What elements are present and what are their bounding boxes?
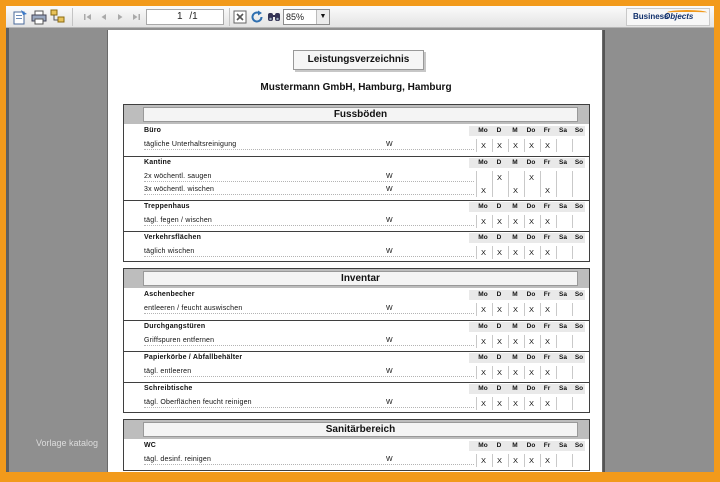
brand-name-part1: Business [633,12,669,21]
brand-name-part2: Objects [664,12,694,21]
weekday-mark: X [540,246,554,259]
report-page [107,30,603,472]
task-description: tägl. fegen / wischen [144,217,213,224]
task-frequency: W [386,456,393,463]
task-frequency: W [386,399,393,406]
weekday-mark: X [492,171,506,184]
weekday-label: So [574,323,584,330]
weekday-mark: X [476,366,490,379]
section-title: Sanitärbereich [143,422,578,437]
weekday-mark [556,246,570,259]
weekday-mark: X [508,303,522,316]
weekday-label: M [512,127,518,134]
task-group [124,382,589,413]
export-icon[interactable] [12,9,28,25]
prev-page-icon[interactable] [96,9,112,25]
weekday-mark: X [540,303,554,316]
dotted-leader [144,407,474,408]
weekday-label: So [574,203,584,210]
weekday-label: So [574,442,584,449]
task-row [124,215,589,228]
weekday-label: Sa [559,323,567,330]
weekday-mark: X [524,397,538,410]
weekday-mark: X [540,454,554,467]
weekday-mark: X [492,246,506,259]
task-description: tägl. entleeren [144,368,192,375]
weekday-mark [572,246,586,259]
weekday-label: Do [526,442,536,449]
weekday-mark: X [508,454,522,467]
task-description: tägl. Oberflächen feucht reinigen [144,399,252,406]
task-row [124,366,589,379]
task-description: entleeren / feucht auswischen [144,305,243,312]
task-description: 2x wöchentl. saugen [144,173,212,180]
dotted-leader [144,181,474,182]
weekday-label: Fr [543,159,551,166]
weekday-mark: X [476,303,490,316]
weekday-label: Do [526,203,536,210]
weekday-mark: X [492,397,506,410]
weekday-label: M [512,354,518,361]
weekday-mark: X [540,215,554,228]
task-group [124,351,589,382]
weekday-label: D [496,323,502,330]
weekday-label: D [496,159,502,166]
weekday-mark: X [476,139,490,152]
dotted-leader [144,345,474,346]
weekday-mark: X [524,139,538,152]
section [123,419,590,471]
group-name: Aschenbecher [144,291,195,298]
weekday-label: Do [526,159,536,166]
task-description: tägl. desinf. reinigen [144,456,212,463]
weekday-mark [556,454,570,467]
weekday-label: So [574,291,584,298]
weekday-label: D [496,442,502,449]
weekday-mark: X [492,366,506,379]
weekday-mark [492,184,506,197]
tree-icon[interactable] [50,9,66,25]
weekday-label: So [574,385,584,392]
weekday-mark: X [524,454,538,467]
weekday-mark [572,335,586,348]
weekday-mark [540,171,554,184]
task-row [124,335,589,348]
weekday-label: Mo [478,442,488,449]
weekday-label: Fr [543,442,551,449]
find-icon[interactable] [266,9,282,25]
weekday-mark [572,397,586,410]
weekday-mark: X [524,246,538,259]
document-title: Leistungsverzeichnis [293,50,424,70]
weekday-label: Sa [559,291,567,298]
weekday-mark: X [508,215,522,228]
task-frequency: W [386,186,393,193]
weekday-mark [572,139,586,152]
task-row [124,171,589,184]
weekday-mark: X [492,335,506,348]
weekday-mark: X [540,397,554,410]
weekday-label: M [512,385,518,392]
weekday-mark: X [476,215,490,228]
weekday-mark: X [476,184,490,197]
weekday-label: Fr [543,234,551,241]
weekday-label: Sa [559,234,567,241]
weekday-mark [556,215,570,228]
task-row [124,246,589,259]
weekday-label: Mo [478,159,488,166]
section [123,104,590,262]
weekday-label: Fr [543,385,551,392]
group-name: Büro [144,127,162,134]
weekday-mark [508,171,522,184]
task-frequency: W [386,217,393,224]
weekday-label: D [496,385,502,392]
close-icon[interactable] [232,9,248,25]
task-row [124,139,589,152]
weekday-mark [556,366,570,379]
task-frequency: W [386,368,393,375]
section [123,268,590,413]
task-row [124,303,589,316]
weekday-label: Sa [559,442,567,449]
weekday-mark [524,184,538,197]
group-name: WC [144,442,157,449]
total-pages: /1 [189,11,198,22]
weekday-label: Do [526,354,536,361]
weekday-label: Mo [478,127,488,134]
weekday-label: M [512,323,518,330]
weekday-label: D [496,203,502,210]
refresh-icon[interactable] [249,9,265,25]
current-page: 1 [177,11,183,22]
weekday-label: Fr [543,203,551,210]
task-row [124,397,589,410]
weekday-label: M [512,159,518,166]
weekday-mark: X [492,139,506,152]
dotted-leader [144,256,474,257]
first-page-icon[interactable] [80,9,96,25]
weekday-label: D [496,291,502,298]
dotted-leader [144,225,474,226]
weekday-label: Do [526,234,536,241]
weekday-label: Mo [478,234,488,241]
weekday-label: M [512,234,518,241]
weekday-mark [572,366,586,379]
task-description: tägliche Unterhaltsreinigung [144,141,237,148]
task-group [124,289,589,320]
task-row [124,184,589,197]
weekday-label: Fr [543,291,551,298]
weekday-mark: X [524,366,538,379]
weekday-mark: X [508,366,522,379]
task-row [124,454,589,467]
section-header [124,269,589,288]
brand-logo [626,8,710,26]
weekday-label: Do [526,127,536,134]
last-page-icon[interactable] [128,9,144,25]
dotted-leader [144,149,474,150]
weekday-label: Sa [559,159,567,166]
task-group [124,200,589,231]
task-group [124,156,589,200]
weekday-mark: X [540,366,554,379]
weekday-mark: X [508,184,522,197]
weekday-mark: X [508,139,522,152]
weekday-label: Sa [559,385,567,392]
weekday-mark: X [508,335,522,348]
weekday-mark: X [524,171,538,184]
weekday-label: Mo [478,203,488,210]
weekday-label: Fr [543,354,551,361]
weekday-mark: X [524,303,538,316]
weekday-label: D [496,354,502,361]
task-group [124,125,589,156]
task-frequency: W [386,173,393,180]
weekday-label: So [574,234,584,241]
task-frequency: W [386,305,393,312]
weekday-label: D [496,234,502,241]
weekday-mark [572,184,586,197]
group-name: Durchgangstüren [144,323,206,330]
weekday-mark: X [476,246,490,259]
weekday-mark: X [476,397,490,410]
weekday-label: D [496,127,502,134]
chevron-down-icon[interactable]: ▼ [316,10,329,24]
task-description: 3x wöchentl. wischen [144,186,215,193]
zoom-select[interactable] [283,9,330,25]
weekday-mark: X [508,246,522,259]
weekday-mark [556,171,570,184]
print-icon[interactable] [31,9,47,25]
page-number-field[interactable] [146,9,224,25]
group-name: Treppenhaus [144,203,190,210]
weekday-label: Mo [478,354,488,361]
section-title: Fussböden [143,107,578,122]
weekday-mark: X [492,215,506,228]
weekday-label: So [574,354,584,361]
section-header [124,105,589,124]
watermark-text: Vorlage katalog [36,438,99,448]
task-group [124,440,589,471]
weekday-mark [556,335,570,348]
weekday-mark: X [476,335,490,348]
weekday-mark [572,215,586,228]
weekday-label: M [512,442,518,449]
task-frequency: W [386,248,393,255]
task-description: täglich wischen [144,248,195,255]
weekday-label: M [512,291,518,298]
weekday-mark [572,454,586,467]
weekday-mark: X [524,335,538,348]
weekday-label: Sa [559,354,567,361]
weekday-label: Mo [478,291,488,298]
dotted-leader [144,464,474,465]
dotted-leader [144,376,474,377]
weekday-mark: X [540,335,554,348]
weekday-label: Mo [478,385,488,392]
section-title: Inventar [143,271,578,286]
weekday-label: Do [526,385,536,392]
left-panel-edge [6,28,9,472]
group-name: Papierkörbe / Abfallbehälter [144,354,243,361]
weekday-label: So [574,159,584,166]
weekday-mark [556,184,570,197]
weekday-mark: X [492,303,506,316]
weekday-mark [556,397,570,410]
weekday-label: Fr [543,127,551,134]
weekday-mark: X [492,454,506,467]
weekday-mark: X [524,215,538,228]
weekday-label: Sa [559,127,567,134]
task-group [124,320,589,351]
dotted-leader [144,313,474,314]
dotted-leader [144,194,474,195]
task-frequency: W [386,141,393,148]
weekday-mark: X [540,184,554,197]
weekday-label: M [512,203,518,210]
section-header [124,420,589,439]
group-name: Kantine [144,159,172,166]
task-group [124,231,589,262]
company-name: Mustermann GmbH, Hamburg, Hamburg [260,82,452,93]
zoom-value: 85% [286,12,305,22]
weekday-mark: X [476,454,490,467]
weekday-mark: X [540,139,554,152]
report-viewer [6,6,714,472]
weekday-mark [556,139,570,152]
weekday-mark [476,171,490,184]
next-page-icon[interactable] [112,9,128,25]
weekday-label: So [574,127,584,134]
toolbar [6,6,714,28]
weekday-label: Sa [559,203,567,210]
task-frequency: W [386,337,393,344]
weekday-mark [572,303,586,316]
group-name: Verkehrsflächen [144,234,202,241]
group-name: Schreibtische [144,385,193,392]
weekday-mark [572,171,586,184]
weekday-mark [556,303,570,316]
weekday-mark: X [508,397,522,410]
task-description: Griffspuren entfernen [144,337,215,344]
weekday-label: Fr [543,323,551,330]
weekday-label: Do [526,291,536,298]
weekday-label: Mo [478,323,488,330]
weekday-label: Do [526,323,536,330]
